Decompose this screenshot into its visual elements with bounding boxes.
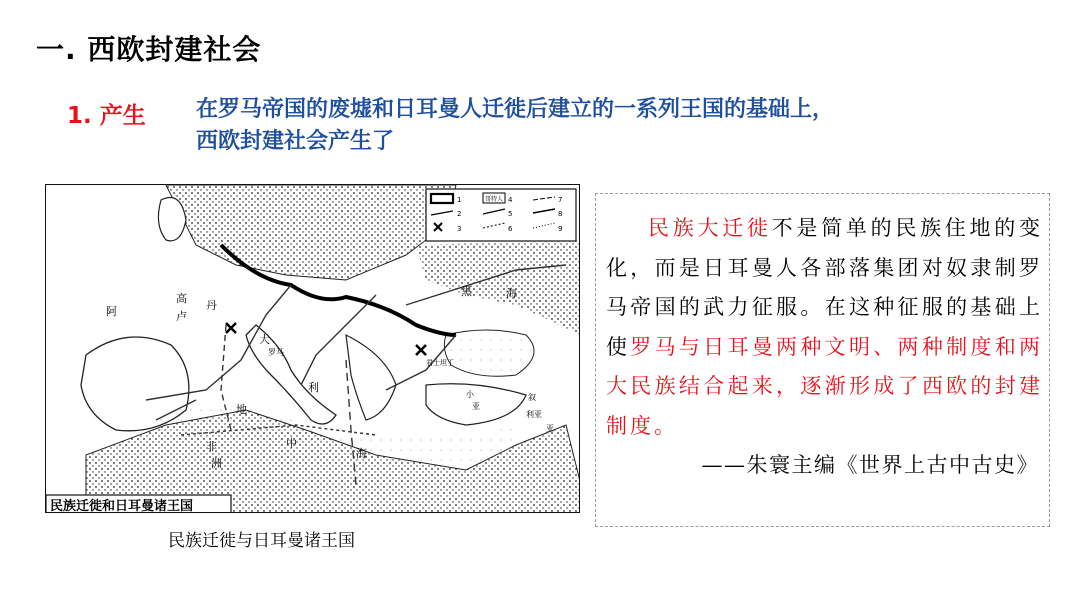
label-xu: 叙 (528, 393, 536, 402)
migration-map (45, 184, 580, 513)
quote-highlight-2: 罗马与日耳曼两种文明、两种制度和两大民族结合起来，逐渐形成了西欧的封建制度。 (606, 334, 1044, 438)
legend-5: 5 (508, 210, 513, 218)
label-constantinople: 君士坦丁 (426, 359, 454, 367)
east-steppe-area (416, 240, 580, 335)
map-drawing (46, 185, 580, 513)
legend-3: 3 (457, 225, 462, 233)
quote-highlight-1: 民族大迁徙 (648, 216, 772, 240)
label-rome: 罗马 (268, 348, 284, 357)
black-sea (444, 330, 534, 376)
legend-9: 9 (558, 225, 563, 233)
label-li: 利 (308, 381, 319, 394)
section-label: 1. 产生 (67, 103, 146, 129)
legend-8: 8 (558, 210, 563, 218)
label-africa-2: 洲 (211, 457, 222, 470)
section-text-line-2: 西欧封建社会产生了 (196, 129, 395, 154)
legend-1: 1 (457, 196, 462, 204)
balkans-outline (346, 335, 396, 420)
quote-box (595, 193, 1050, 527)
map-legend (426, 189, 576, 241)
label-med-3: 海 (356, 447, 367, 460)
label-med-2: 中 (286, 437, 297, 450)
label-gaul-1: 高 (176, 292, 187, 305)
map-caption: 民族迁徙与日耳曼诸王国 (168, 531, 355, 551)
page-title: 一. 西欧封建社会 (36, 33, 262, 66)
quote-paragraph (606, 209, 1043, 446)
label-italy: 大 (259, 333, 270, 346)
label-liya: 利亚 (526, 410, 542, 419)
legend-4: 4 (508, 196, 513, 204)
label-asia-1: 小 (466, 390, 474, 399)
legend-7: 7 (558, 196, 563, 204)
label-black-2: 海 (506, 287, 517, 300)
legend-2: 2 (457, 210, 462, 218)
label-a: 阿 (106, 305, 117, 318)
label-med-1: 地 (236, 403, 247, 416)
label-gaul-2: 卢 (176, 310, 187, 323)
label-asia-2: 亚 (472, 402, 480, 411)
battle-markers (226, 323, 426, 355)
label-dan: 丹 (206, 299, 217, 312)
label-black-1: 黑 (461, 285, 472, 298)
map-inner-title: 民族迁徙和日耳曼诸王国 (50, 499, 194, 514)
section-text-line-1: 在罗马帝国的废墟和日耳曼人迁徙后建立的一系列王国的基础上， (196, 97, 835, 122)
north-europe-area (166, 185, 456, 280)
quote-body: 不是简单的民族住地的变化，而是日耳曼人各部落集团对奴隶制罗马帝国的武力征服。在这种征服的基础上使 (606, 216, 1044, 359)
legend-tag: 哥特人 (484, 196, 504, 203)
label-ya: 亚 (546, 424, 554, 433)
label-africa-1: 非 (206, 440, 217, 453)
legend-6: 6 (508, 225, 513, 233)
section-text (196, 94, 834, 158)
quote-source: ——朱寰主编《世界上古中古史》 (701, 453, 1039, 477)
